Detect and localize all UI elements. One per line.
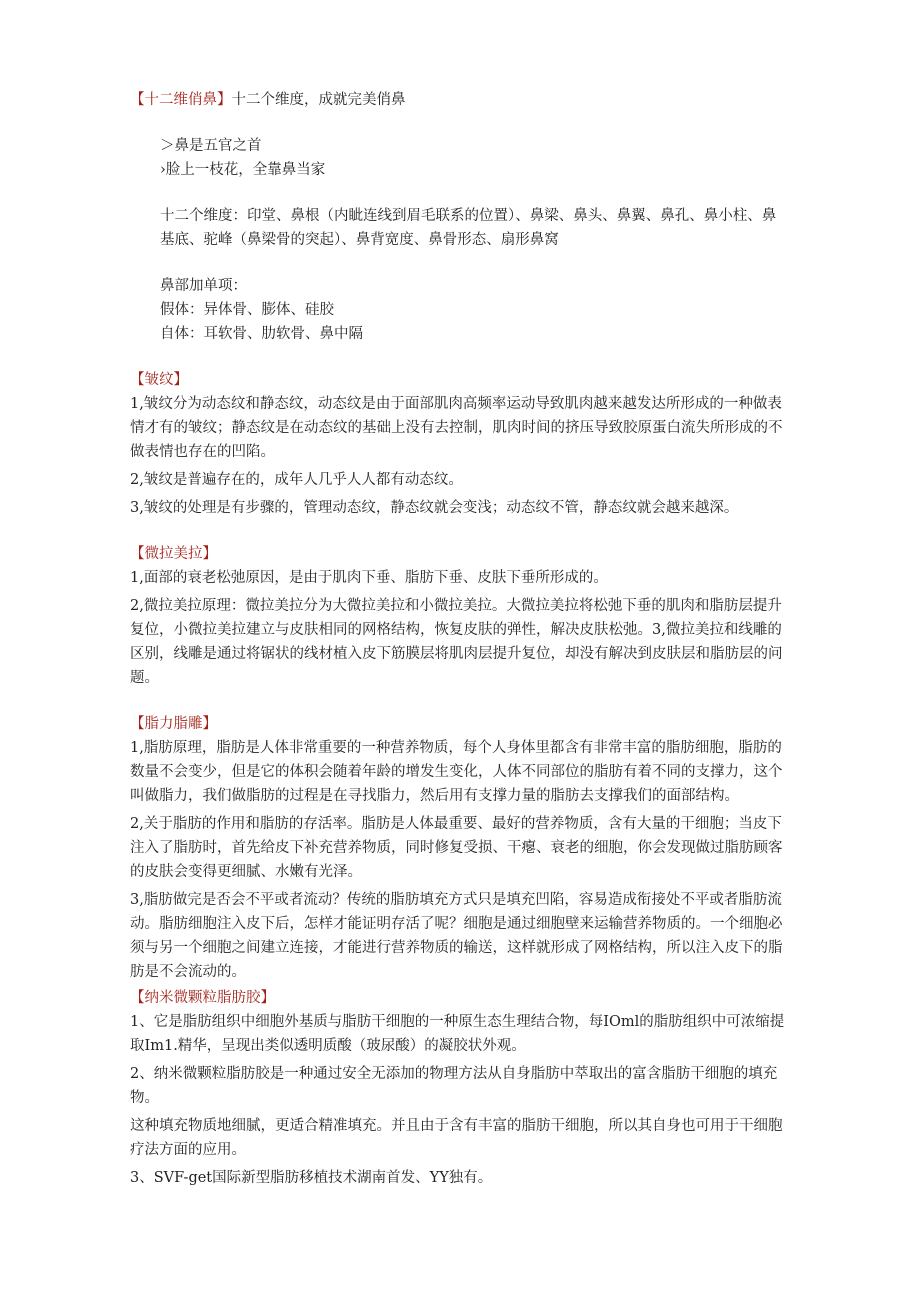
section-paragraph: 1、它是脂肪组织中细胞外基质与脂肪干细胞的一种原生态生理结合物，每IOml的脂肪组织中可浓缩提取Im1.精华，呈现出类似透明质酸（玻尿酸）的凝胶状外观。 [130,1014,785,1054]
section-paragraph: 1,脂肪原理，脂肪是人体非常重要的一种营养物质，每个人身体里都含有非常丰富的脂肪细胞，脂肪的数量不会变少，但是它的体积会随着年龄的增发生变化，人体不同部位的脂肪有着不同的支撑力，这个叫做脂力，我们做脂肪的过程是在寻找脂力，然后用有支撑力量的脂肪去支撑我们的面部结构。 [130,740,783,804]
section-wrinkles [130,368,795,520]
section-nano-fat-gel [130,986,795,1190]
document-page [130,88,795,1190]
intro-quote-2: ›脸上一枝花，全靠鼻当家 [160,162,326,178]
intro-quote-1: ＞鼻是五官之首 [160,138,262,154]
intro-title-bracket: 【十二维俏鼻】 [130,92,232,108]
section-fat-sculpt [130,712,795,984]
section-paragraph: 2、纳米微颗粒脂肪胶是一种通过安全无添加的物理方法从自身脂肪中萃取出的富含脂肪干细胞的填充物。 [130,1066,778,1106]
section-paragraph: 3、SVF-get国际新型脂肪移植技术湖南首发、YY独有。 [130,1170,493,1186]
section-paragraph: 这种填充物质地细腻，更适合精准填充。并且由于含有丰富的脂肪干细胞，所以其自身也可用于干细胞疗法方面的应用。 [130,1118,783,1158]
section-title: 【微拉美拉】 [130,546,217,562]
addons-self: 自体：耳软骨、肋软骨、鼻中隔 [160,326,363,342]
section-paragraph: 2,皱纹是普遍存在的，成年人几乎人人都有动态纹。 [130,472,463,488]
intro-title [130,88,795,112]
section-paragraph: 1,皱纹分为动态纹和静态纹，动态纹是由于面部肌肉高频率运动导致肌肉越来越发达所形成的一种做表情才有的皱纹；静态纹是在动态纹的基础上没有去控制，肌肉时间的挤压导致胶原蛋白流失所形成的不做表情也存在的凹陷。 [130,396,783,460]
intro-title-rest: 十二个维度，成就完美俏鼻 [231,92,406,108]
addons-title: 鼻部加单项： [160,278,247,294]
section-paragraph: 1,面部的衰老松弛原因，是由于肌肉下垂、脂肪下垂、皮肤下垂所形成的。 [130,570,608,586]
section-micro-lift [130,542,795,690]
section-paragraph: 2,关于脂肪的作用和脂肪的存活率。脂肪是人体最重要、最好的营养物质，含有大量的干细胞；当皮下注入了脂肪时，首先给皮下补充营养物质，同时修复受损、干瘪、衰老的细胞，你会发现做过脂肪顾客的皮肤会变得更细腻、水嫩有光泽。 [130,816,783,880]
section-paragraph: 2,微拉美拉原理：微拉美拉分为大微拉美拉和小微拉美拉。大微拉美拉将松弛下垂的肌肉和脂肪层提升复位，小微拉美拉建立与皮肤相同的网格结构，恢复皮肤的弹性，解决皮肤松弛。3,微拉美拉和线雕的区别，线雕是通过将锯状的线材植入皮下筋膜层将肌肉层提升复位，却没有解决到皮肤层和脂肪层的问题。 [130,598,783,686]
section-title: 【脂力脂雕】 [130,716,217,732]
section-paragraph: 3,脂肪做完是否会不平或者流动？传统的脂肪填充方式只是填充凹陷，容易造成衔接处不平或者脂肪流动。脂肪细胞注入皮下后，怎样才能证明存活了呢？细胞是通过细胞壁来运输营养物质的。一个细胞必须与另一个细胞之间建立连接，才能进行营养物质的输送，这样就形成了网格结构，所以注入皮下的脂肪是不会流动的。 [130,892,783,980]
intro-dimensions: 十二个维度：印堂、鼻根（内眦连线到眉毛联系的位置）、鼻梁、鼻头、鼻翼、鼻孔、鼻小柱、鼻基底、驼峰（鼻梁骨的突起）、鼻背宽度、鼻骨形态、扇形鼻窝 [160,208,777,248]
addons-fake: 假体：异体骨、膨体、硅胶 [160,302,334,318]
section-title: 【纳米微颗粒脂肪胶】 [130,990,275,1006]
section-title: 【皱纹】 [130,372,188,388]
section-paragraph: 3,皱纹的处理是有步骤的，管理动态纹，静态纹就会变浅；动态纹不管，静态纹就会越来越深。 [130,500,739,516]
